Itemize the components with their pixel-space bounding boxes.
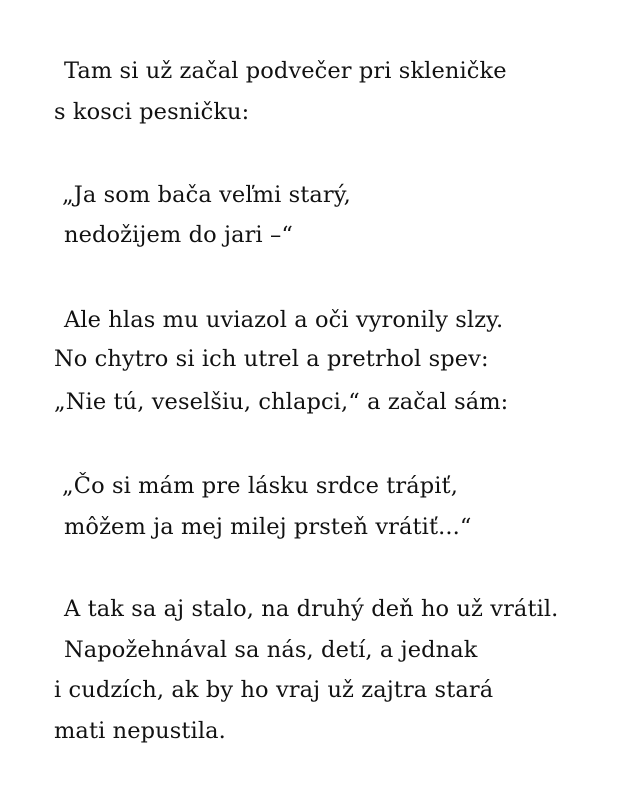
text-line: No chytro si ich utrel a pretrhol spev: bbox=[54, 346, 489, 372]
text-line: Ale hlas mu uviazol a oči vyronily slzy. bbox=[64, 307, 504, 333]
text-line: nedožijem do jari –“ bbox=[64, 222, 293, 248]
text-line: „Čo si mám pre lásku srdce trápiť, bbox=[62, 473, 458, 499]
text-line: A tak sa aj stalo, na druhý deň ho už vrátil. bbox=[64, 596, 559, 622]
text-line: „Ja som bača veľmi starý, bbox=[62, 182, 351, 208]
text-line: Tam si už začal podvečer pri skleničke bbox=[64, 58, 507, 84]
text-line: i cudzích, ak by ho vraj už zajtra stará bbox=[54, 677, 494, 703]
text-line: s kosci pesničku: bbox=[54, 99, 250, 125]
text-line: môžem ja mej milej prsteň vrátiť...“ bbox=[64, 514, 472, 540]
text-line: „Nie tú, veselšiu, chlapci,“ a začal sám: bbox=[54, 389, 509, 415]
text-line: mati nepustila. bbox=[54, 718, 226, 744]
text-line: Napožehnával sa nás, detí, a jednak bbox=[64, 637, 478, 663]
